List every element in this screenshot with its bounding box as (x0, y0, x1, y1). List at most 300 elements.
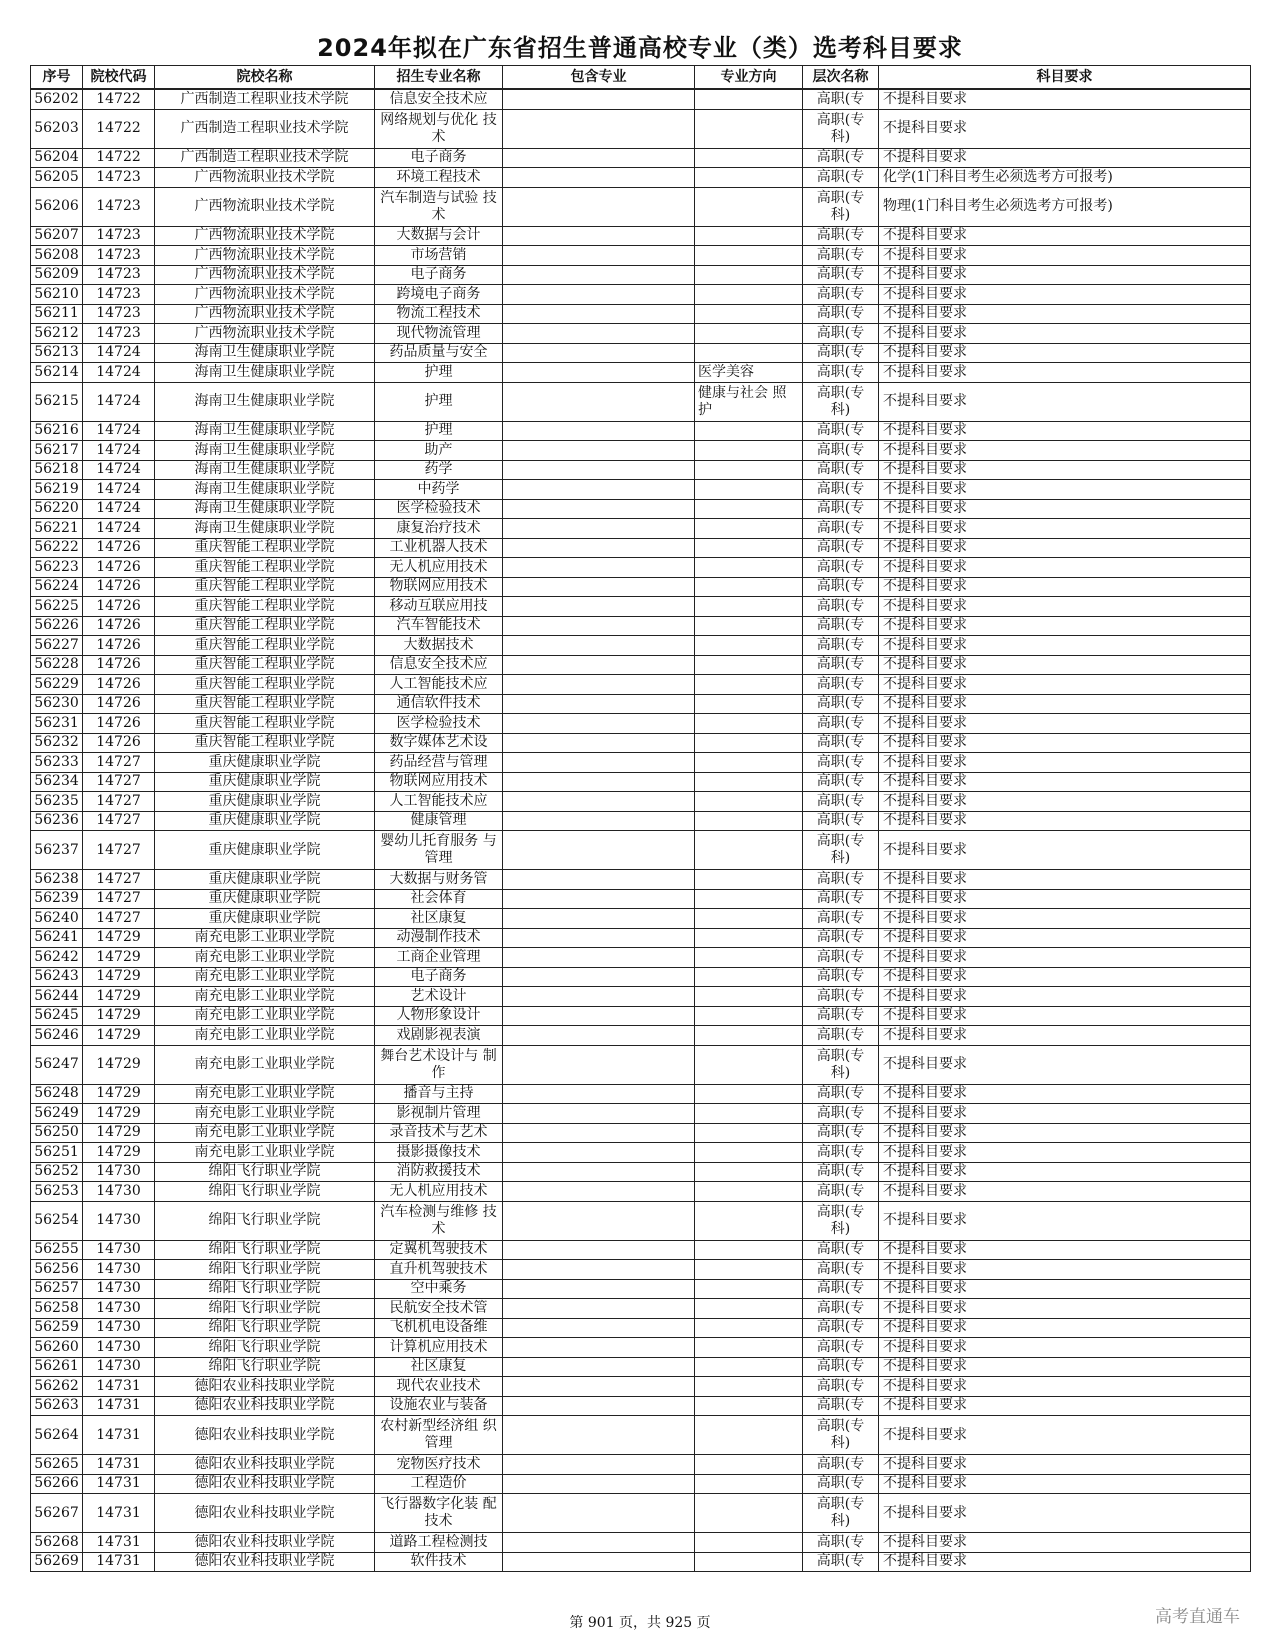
school-code: 14730 (83, 1201, 155, 1240)
row-index: 56231 (31, 714, 83, 734)
table-row (31, 460, 1251, 480)
school-name: 南充电影工业职业学院 (155, 1006, 375, 1026)
major-direction (695, 1084, 803, 1104)
included-majors (503, 1201, 695, 1240)
school-code: 14723 (83, 246, 155, 266)
school-name: 绵阳飞行职业学院 (155, 1357, 375, 1377)
major-name: 汽车智能技术 (375, 616, 503, 636)
table-row (31, 1396, 1251, 1416)
row-index: 56214 (31, 363, 83, 383)
major-direction (695, 480, 803, 500)
level-name: 高职(专 (803, 1396, 879, 1416)
subject-requirement: 不提科目要求 (879, 246, 1251, 266)
subject-requirement: 不提科目要求 (879, 1260, 1251, 1280)
included-majors (503, 1123, 695, 1143)
table-row (31, 1182, 1251, 1202)
school-name: 海南卫生健康职业学院 (155, 382, 375, 421)
table-row (31, 499, 1251, 519)
included-majors (503, 1162, 695, 1182)
included-majors (503, 538, 695, 558)
school-name: 南充电影工业职业学院 (155, 1143, 375, 1163)
school-code: 14729 (83, 948, 155, 968)
table-row (31, 168, 1251, 188)
major-name: 人工智能技术应 (375, 792, 503, 812)
level-name: 高职(专 科) (803, 831, 879, 870)
school-name: 重庆智能工程职业学院 (155, 538, 375, 558)
subject-requirement: 不提科目要求 (879, 694, 1251, 714)
school-code: 14729 (83, 928, 155, 948)
major-direction (695, 304, 803, 324)
school-code: 14724 (83, 343, 155, 363)
level-name: 高职(专 (803, 597, 879, 617)
row-index: 56205 (31, 168, 83, 188)
row-index: 56207 (31, 226, 83, 246)
table-row (31, 675, 1251, 695)
level-name: 高职(专 (803, 753, 879, 773)
major-name: 舞台艺术设计与 制作 (375, 1045, 503, 1084)
major-direction (695, 226, 803, 246)
included-majors (503, 1318, 695, 1338)
school-name: 海南卫生健康职业学院 (155, 343, 375, 363)
level-name: 高职(专 (803, 636, 879, 656)
school-name: 重庆智能工程职业学院 (155, 597, 375, 617)
included-majors (503, 1045, 695, 1084)
major-name: 婴幼儿托育服务 与管理 (375, 831, 503, 870)
school-code: 14723 (83, 226, 155, 246)
included-majors (503, 1026, 695, 1046)
school-code: 14731 (83, 1396, 155, 1416)
school-code: 14723 (83, 168, 155, 188)
table-row (31, 987, 1251, 1007)
school-name: 海南卫生健康职业学院 (155, 421, 375, 441)
school-name: 海南卫生健康职业学院 (155, 363, 375, 383)
major-direction (695, 831, 803, 870)
major-direction (695, 889, 803, 909)
major-name: 录音技术与艺术 (375, 1123, 503, 1143)
subject-requirement: 不提科目要求 (879, 226, 1251, 246)
included-majors (503, 987, 695, 1007)
level-name: 高职(专 (803, 168, 879, 188)
row-index: 56258 (31, 1299, 83, 1319)
row-index: 56235 (31, 792, 83, 812)
major-direction (695, 772, 803, 792)
table-row (31, 928, 1251, 948)
brand-watermark: 高考直通车 (1155, 1607, 1240, 1627)
school-code: 14727 (83, 772, 155, 792)
major-name: 软件技术 (375, 1552, 503, 1572)
row-index: 56249 (31, 1104, 83, 1124)
major-direction (695, 1377, 803, 1397)
row-index: 56228 (31, 655, 83, 675)
major-direction (695, 265, 803, 285)
major-direction (695, 460, 803, 480)
subject-requirement: 不提科目要求 (879, 480, 1251, 500)
school-code: 14726 (83, 616, 155, 636)
major-name: 药品质量与安全 (375, 343, 503, 363)
table-row (31, 1162, 1251, 1182)
school-code: 14731 (83, 1377, 155, 1397)
school-code: 14729 (83, 1006, 155, 1026)
major-direction (695, 616, 803, 636)
included-majors (503, 811, 695, 831)
school-code: 14724 (83, 460, 155, 480)
row-index: 56242 (31, 948, 83, 968)
row-index: 56257 (31, 1279, 83, 1299)
school-name: 重庆智能工程职业学院 (155, 636, 375, 656)
table-row (31, 1123, 1251, 1143)
school-code: 14724 (83, 363, 155, 383)
subject-requirement: 不提科目要求 (879, 538, 1251, 558)
subject-requirement: 不提科目要求 (879, 421, 1251, 441)
major-direction (695, 109, 803, 148)
school-code: 14730 (83, 1357, 155, 1377)
major-name: 消防救援技术 (375, 1162, 503, 1182)
school-code: 14731 (83, 1552, 155, 1572)
row-index: 56219 (31, 480, 83, 500)
school-code: 14730 (83, 1182, 155, 1202)
included-majors (503, 870, 695, 890)
col-header-index: 序号 (31, 66, 83, 90)
major-name: 民航安全技术管 (375, 1299, 503, 1319)
school-name: 海南卫生健康职业学院 (155, 480, 375, 500)
row-index: 56216 (31, 421, 83, 441)
table-row (31, 753, 1251, 773)
level-name: 高职(专 (803, 1338, 879, 1358)
subject-requirement: 不提科目要求 (879, 1318, 1251, 1338)
subject-requirement: 不提科目要求 (879, 148, 1251, 168)
included-majors (503, 616, 695, 636)
level-name: 高职(专 (803, 1552, 879, 1572)
major-name: 康复治疗技术 (375, 519, 503, 539)
table-row (31, 1377, 1251, 1397)
major-direction (695, 1552, 803, 1572)
table-row (31, 558, 1251, 578)
school-name: 重庆智能工程职业学院 (155, 694, 375, 714)
row-index: 56264 (31, 1416, 83, 1455)
subject-requirement: 不提科目要求 (879, 616, 1251, 636)
table-row (31, 1552, 1251, 1572)
major-name: 摄影摄像技术 (375, 1143, 503, 1163)
major-name: 工商企业管理 (375, 948, 503, 968)
row-index: 56206 (31, 187, 83, 226)
major-direction (695, 187, 803, 226)
row-index: 56227 (31, 636, 83, 656)
row-index: 56215 (31, 382, 83, 421)
table-row (31, 636, 1251, 656)
included-majors (503, 1299, 695, 1319)
subject-requirement: 不提科目要求 (879, 636, 1251, 656)
level-name: 高职(专 (803, 577, 879, 597)
col-header-school-code: 院校代码 (83, 66, 155, 90)
subject-requirement: 不提科目要求 (879, 889, 1251, 909)
school-code: 14730 (83, 1338, 155, 1358)
school-code: 14723 (83, 304, 155, 324)
school-code: 14727 (83, 753, 155, 773)
school-name: 德阳农业科技职业学院 (155, 1474, 375, 1494)
row-index: 56260 (31, 1338, 83, 1358)
included-majors (503, 1143, 695, 1163)
major-direction (695, 1299, 803, 1319)
table-row (31, 1143, 1251, 1163)
school-code: 14724 (83, 441, 155, 461)
major-name: 电子商务 (375, 265, 503, 285)
included-majors (503, 558, 695, 578)
row-index: 56213 (31, 343, 83, 363)
subject-requirement: 不提科目要求 (879, 265, 1251, 285)
level-name: 高职(专 (803, 1533, 879, 1553)
subject-requirement: 不提科目要求 (879, 811, 1251, 831)
major-direction (695, 1201, 803, 1240)
subject-requirement: 不提科目要求 (879, 577, 1251, 597)
major-direction (695, 655, 803, 675)
level-name: 高职(专 (803, 616, 879, 636)
major-name: 社区康复 (375, 909, 503, 929)
included-majors (503, 187, 695, 226)
level-name: 高职(专 科) (803, 382, 879, 421)
level-name: 高职(专 (803, 675, 879, 695)
major-name: 物联网应用技术 (375, 577, 503, 597)
major-direction (695, 694, 803, 714)
included-majors (503, 1552, 695, 1572)
level-name: 高职(专 (803, 324, 879, 344)
level-name: 高职(专 (803, 89, 879, 109)
row-index: 56246 (31, 1026, 83, 1046)
row-index: 56254 (31, 1201, 83, 1240)
subject-requirement: 不提科目要求 (879, 343, 1251, 363)
subject-requirement: 不提科目要求 (879, 1084, 1251, 1104)
included-majors (503, 1455, 695, 1475)
table-row (31, 1045, 1251, 1084)
included-majors (503, 382, 695, 421)
table-row (31, 1533, 1251, 1553)
level-name: 高职(专 (803, 1182, 879, 1202)
school-code: 14726 (83, 597, 155, 617)
table-row (31, 324, 1251, 344)
included-majors (503, 109, 695, 148)
subject-requirement: 不提科目要求 (879, 1143, 1251, 1163)
major-name: 戏剧影视表演 (375, 1026, 503, 1046)
included-majors (503, 148, 695, 168)
table-header (31, 66, 1251, 90)
subject-requirement: 不提科目要求 (879, 1396, 1251, 1416)
major-direction (695, 909, 803, 929)
table-row (31, 1357, 1251, 1377)
level-name: 高职(专 科) (803, 1045, 879, 1084)
major-name: 飞机机电设备维 (375, 1318, 503, 1338)
level-name: 高职(专 (803, 1279, 879, 1299)
school-code: 14731 (83, 1474, 155, 1494)
table-row (31, 285, 1251, 305)
row-index: 56221 (31, 519, 83, 539)
table-row (31, 343, 1251, 363)
school-code: 14727 (83, 792, 155, 812)
major-direction (695, 1026, 803, 1046)
level-name: 高职(专 (803, 1474, 879, 1494)
subject-requirement: 不提科目要求 (879, 558, 1251, 578)
major-name: 药学 (375, 460, 503, 480)
table-row (31, 577, 1251, 597)
level-name: 高职(专 (803, 1026, 879, 1046)
major-direction (695, 499, 803, 519)
col-header-level: 层次名称 (803, 66, 879, 90)
level-name: 高职(专 (803, 460, 879, 480)
major-name: 汽车检测与维修 技术 (375, 1201, 503, 1240)
included-majors (503, 577, 695, 597)
school-name: 德阳农业科技职业学院 (155, 1377, 375, 1397)
school-name: 南充电影工业职业学院 (155, 967, 375, 987)
row-index: 56210 (31, 285, 83, 305)
subject-requirement: 不提科目要求 (879, 89, 1251, 109)
school-name: 广西物流职业技术学院 (155, 285, 375, 305)
subject-requirement: 不提科目要求 (879, 1533, 1251, 1553)
col-header-included-majors: 包含专业 (503, 66, 695, 90)
school-code: 14723 (83, 187, 155, 226)
included-majors (503, 1104, 695, 1124)
row-index: 56232 (31, 733, 83, 753)
row-index: 56252 (31, 1162, 83, 1182)
major-name: 道路工程检测技 (375, 1533, 503, 1553)
table-row (31, 733, 1251, 753)
row-index: 56261 (31, 1357, 83, 1377)
level-name: 高职(专 (803, 1006, 879, 1026)
school-name: 重庆智能工程职业学院 (155, 577, 375, 597)
level-name: 高职(专 (803, 655, 879, 675)
major-name: 电子商务 (375, 148, 503, 168)
subject-requirement: 不提科目要求 (879, 831, 1251, 870)
level-name: 高职(专 (803, 909, 879, 929)
school-code: 14727 (83, 909, 155, 929)
included-majors (503, 1260, 695, 1280)
major-name: 环境工程技术 (375, 168, 503, 188)
major-direction (695, 1455, 803, 1475)
row-index: 56255 (31, 1240, 83, 1260)
subject-requirement: 不提科目要求 (879, 1416, 1251, 1455)
included-majors (503, 792, 695, 812)
table-row (31, 246, 1251, 266)
school-name: 重庆健康职业学院 (155, 772, 375, 792)
included-majors (503, 460, 695, 480)
major-direction (695, 1279, 803, 1299)
row-index: 56236 (31, 811, 83, 831)
table-row (31, 597, 1251, 617)
level-name: 高职(专 (803, 1357, 879, 1377)
school-name: 广西制造工程职业技术学院 (155, 109, 375, 148)
row-index: 56248 (31, 1084, 83, 1104)
subject-requirement: 化学(1门科目考生必须选考方可报考) (879, 168, 1251, 188)
major-direction (695, 1143, 803, 1163)
major-name: 大数据与会计 (375, 226, 503, 246)
major-direction (695, 558, 803, 578)
major-name: 助产 (375, 441, 503, 461)
school-code: 14729 (83, 1045, 155, 1084)
row-index: 56229 (31, 675, 83, 695)
school-name: 德阳农业科技职业学院 (155, 1533, 375, 1553)
school-name: 广西物流职业技术学院 (155, 324, 375, 344)
level-name: 高职(专 (803, 1084, 879, 1104)
table-row (31, 1474, 1251, 1494)
major-name: 影视制片管理 (375, 1104, 503, 1124)
school-name: 德阳农业科技职业学院 (155, 1494, 375, 1533)
table-row (31, 421, 1251, 441)
table-row (31, 694, 1251, 714)
included-majors (503, 1084, 695, 1104)
school-code: 14727 (83, 811, 155, 831)
row-index: 56263 (31, 1396, 83, 1416)
level-name: 高职(专 科) (803, 187, 879, 226)
included-majors (503, 889, 695, 909)
row-index: 56208 (31, 246, 83, 266)
major-direction (695, 441, 803, 461)
school-code: 14730 (83, 1240, 155, 1260)
table-row (31, 1026, 1251, 1046)
major-direction (695, 753, 803, 773)
major-direction (695, 733, 803, 753)
major-direction (695, 1260, 803, 1280)
major-direction (695, 1240, 803, 1260)
school-name: 重庆智能工程职业学院 (155, 714, 375, 734)
level-name: 高职(专 (803, 1377, 879, 1397)
row-index: 56247 (31, 1045, 83, 1084)
table-row (31, 1416, 1251, 1455)
included-majors (503, 1357, 695, 1377)
major-name: 物联网应用技术 (375, 772, 503, 792)
school-code: 14729 (83, 967, 155, 987)
school-name: 广西物流职业技术学院 (155, 246, 375, 266)
school-code: 14722 (83, 109, 155, 148)
major-name: 中药学 (375, 480, 503, 500)
school-name: 广西物流职业技术学院 (155, 226, 375, 246)
school-code: 14726 (83, 577, 155, 597)
level-name: 高职(专 (803, 226, 879, 246)
included-majors (503, 519, 695, 539)
school-name: 绵阳飞行职业学院 (155, 1240, 375, 1260)
school-code: 14723 (83, 265, 155, 285)
subject-requirement: 不提科目要求 (879, 675, 1251, 695)
included-majors (503, 597, 695, 617)
school-code: 14729 (83, 1026, 155, 1046)
included-majors (503, 1416, 695, 1455)
included-majors (503, 1338, 695, 1358)
school-code: 14726 (83, 636, 155, 656)
row-index: 56244 (31, 987, 83, 1007)
major-name: 物流工程技术 (375, 304, 503, 324)
level-name: 高职(专 (803, 948, 879, 968)
major-direction (695, 148, 803, 168)
major-direction (695, 1474, 803, 1494)
subject-requirement: 不提科目要求 (879, 1357, 1251, 1377)
table-row (31, 1299, 1251, 1319)
level-name: 高职(专 (803, 343, 879, 363)
included-majors (503, 1182, 695, 1202)
school-code: 14723 (83, 285, 155, 305)
school-name: 绵阳飞行职业学院 (155, 1182, 375, 1202)
row-index: 56266 (31, 1474, 83, 1494)
row-index: 56234 (31, 772, 83, 792)
row-index: 56251 (31, 1143, 83, 1163)
table-row (31, 831, 1251, 870)
level-name: 高职(专 (803, 1299, 879, 1319)
level-name: 高职(专 (803, 148, 879, 168)
major-name: 通信软件技术 (375, 694, 503, 714)
school-name: 绵阳飞行职业学院 (155, 1279, 375, 1299)
subject-requirement: 不提科目要求 (879, 733, 1251, 753)
school-code: 14724 (83, 499, 155, 519)
school-name: 广西物流职业技术学院 (155, 304, 375, 324)
major-direction (695, 1494, 803, 1533)
major-direction: 健康与社会 照护 (695, 382, 803, 421)
level-name: 高职(专 (803, 889, 879, 909)
subject-requirement: 不提科目要求 (879, 519, 1251, 539)
